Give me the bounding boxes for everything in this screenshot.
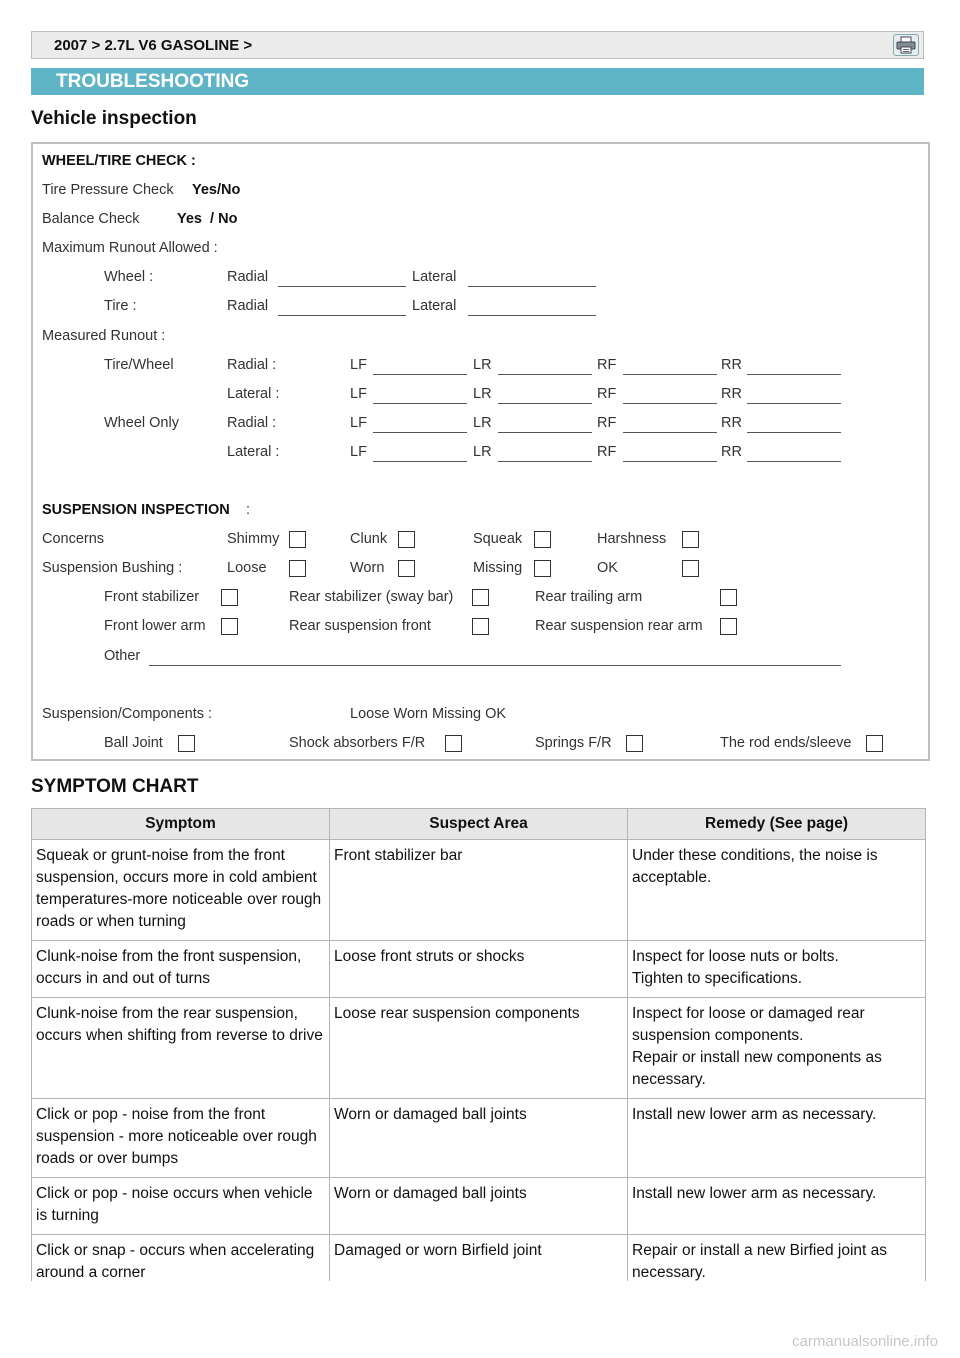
table-row	[32, 998, 926, 1099]
front-stabilizer-label: Front stabilizer	[104, 589, 200, 605]
squeak-checkbox	[534, 531, 551, 548]
clunk-label: Clunk	[350, 531, 388, 547]
blank-line	[623, 374, 717, 375]
blank-line	[498, 432, 592, 433]
tw-lateral-label: Lateral :	[227, 386, 280, 402]
rear-susp-front-checkbox	[472, 618, 489, 635]
concerns-label: Concerns	[42, 531, 105, 547]
symptom-cell: Click or snap - occurs when accelerating around a corner	[32, 1235, 330, 1292]
measured-runout-label: Measured Runout :	[42, 328, 166, 344]
rear-trailing-arm-label: Rear trailing arm	[535, 589, 643, 605]
wo-radial-label: Radial :	[227, 415, 277, 431]
tw-radial-rr: RR	[721, 357, 742, 373]
other-blank	[149, 665, 841, 666]
blank-line	[747, 403, 841, 404]
print-button[interactable]	[893, 34, 919, 56]
wheel-lateral: Lateral	[412, 269, 457, 285]
tw-radial-label: Radial :	[227, 357, 277, 373]
symptom-cell: Clunk-noise from the rear suspension, occurs when shifting from reverse to drive	[32, 998, 330, 1099]
blank-line	[373, 461, 467, 462]
wheel-radial: Radial	[227, 269, 269, 285]
table-row	[32, 840, 926, 941]
balance-value: Yes / No	[177, 211, 238, 227]
worn-label: Worn	[350, 560, 385, 576]
front-stabilizer-checkbox	[221, 589, 238, 606]
tw-radial-rf: RF	[597, 357, 617, 373]
symptom-cell: Clunk-noise from the front suspension, occurs in and out of turns	[32, 941, 330, 998]
wheel-tire-heading: WHEEL/TIRE CHECK :	[42, 153, 196, 169]
tw-radial-lr: LR	[473, 357, 492, 373]
tw-radial-lf: LF	[350, 357, 367, 373]
remedy-cell: Install new lower arm as necessary.	[628, 1178, 926, 1235]
max-runout-label: Maximum Runout Allowed :	[42, 240, 218, 256]
symptom-chart-heading: SYMPTOM CHART	[31, 776, 199, 797]
wo-radial-lr: LR	[473, 415, 492, 431]
shock-absorbers-checkbox	[445, 735, 462, 752]
tire-pressure-label: Tire Pressure Check	[42, 182, 174, 198]
wheel-only-label: Wheel Only	[104, 415, 179, 431]
symptom-cell: Squeak or grunt-noise from the front suspension, occurs more in cold ambient temperatures-more noticeable over rough roads or when turning	[32, 840, 330, 941]
wo-lateral-rr: RR	[721, 444, 742, 460]
symptom-cell: Click or pop - noise from the front suspension - more noticeable over rough roads or over bumps	[32, 1099, 330, 1178]
tw-lateral-rf: RF	[597, 386, 617, 402]
breadcrumb[interactable]: 2007 > 2.7L V6 GASOLINE >	[54, 37, 253, 54]
ok-checkbox	[682, 560, 699, 577]
rear-susp-rear-arm-checkbox	[720, 618, 737, 635]
column-header-remedy: Remedy (See page)	[628, 809, 926, 840]
loose-label: Loose	[227, 560, 267, 576]
shock-absorbers-label: Shock absorbers F/R	[289, 735, 426, 751]
table-row	[32, 941, 926, 998]
table-row	[32, 1099, 926, 1178]
blank-line	[747, 461, 841, 462]
wo-lateral-rf: RF	[597, 444, 617, 460]
remedy-cell: Repair or install a new Birfied joint as necessary.	[628, 1235, 926, 1292]
blank-line	[373, 403, 467, 404]
table-row	[32, 1178, 926, 1235]
springs-label: Springs F/R	[535, 735, 612, 751]
wheel-radial-blank	[278, 286, 406, 287]
rear-susp-front-label: Rear suspension front	[289, 618, 431, 634]
rear-stabilizer-checkbox	[472, 589, 489, 606]
shimmy-checkbox	[289, 531, 306, 548]
inspection-heading: Vehicle inspection	[31, 108, 197, 129]
wo-radial-lf: LF	[350, 415, 367, 431]
tw-lateral-lr: LR	[473, 386, 492, 402]
blank-line	[623, 432, 717, 433]
remedy-cell: Under these conditions, the noise is acceptable.	[628, 840, 926, 941]
blank-line	[747, 432, 841, 433]
rod-ends-label: The rod ends/sleeve	[720, 735, 852, 751]
wheel-lateral-blank	[468, 286, 596, 287]
wo-radial-rr: RR	[721, 415, 742, 431]
suspect-area-cell: Worn or damaged ball joints	[330, 1178, 628, 1235]
front-lower-arm-checkbox	[221, 618, 238, 635]
symptom-cell: Click or pop - noise occurs when vehicle is turning	[32, 1178, 330, 1235]
suspension-colon: :	[246, 502, 251, 518]
clunk-checkbox	[398, 531, 415, 548]
shimmy-label: Shimmy	[227, 531, 280, 547]
components-label: Suspension/Components :	[42, 706, 213, 722]
remedy-cell: Install new lower arm as necessary.	[628, 1099, 926, 1178]
wheel-label: Wheel :	[104, 269, 154, 285]
worn-checkbox	[398, 560, 415, 577]
harshness-label: Harshness	[597, 531, 667, 547]
section-title-bar	[31, 68, 924, 95]
ball-joint-label: Ball Joint	[104, 735, 163, 751]
loose-checkbox	[289, 560, 306, 577]
ball-joint-checkbox	[178, 735, 195, 752]
ok-label: OK	[597, 560, 618, 576]
rear-trailing-arm-checkbox	[720, 589, 737, 606]
balance-label: Balance Check	[42, 211, 140, 227]
column-header-symptom: Symptom	[32, 809, 330, 840]
blank-line	[373, 432, 467, 433]
tw-lateral-rr: RR	[721, 386, 742, 402]
tire-radial-blank	[278, 315, 406, 316]
rod-ends-checkbox	[866, 735, 883, 752]
footer-watermark: carmanualsonline.info	[792, 1333, 938, 1350]
tw-lateral-lf: LF	[350, 386, 367, 402]
tire-label: Tire :	[104, 298, 137, 314]
front-lower-arm-label: Front lower arm	[104, 618, 206, 634]
remedy-cell: Inspect for loose nuts or bolts. Tighten to specifications.	[628, 941, 926, 998]
table-header-row	[32, 809, 926, 840]
blank-line	[498, 403, 592, 404]
suspect-area-cell: Damaged or worn Birfield joint	[330, 1235, 628, 1292]
wo-radial-rf: RF	[597, 415, 617, 431]
blank-line	[623, 461, 717, 462]
squeak-label: Squeak	[473, 531, 523, 547]
springs-checkbox	[626, 735, 643, 752]
blank-line	[747, 374, 841, 375]
suspect-area-cell: Loose front struts or shocks	[330, 941, 628, 998]
rear-stabilizer-label: Rear stabilizer (sway bar)	[289, 589, 454, 605]
blank-line	[498, 374, 592, 375]
blank-line	[498, 461, 592, 462]
wo-lateral-label: Lateral :	[227, 444, 280, 460]
column-header-suspect-area: Suspect Area	[330, 809, 628, 840]
tire-radial: Radial	[227, 298, 269, 314]
symptom-table	[31, 808, 926, 1292]
bushing-label: Suspension Bushing :	[42, 560, 183, 576]
suspension-heading: SUSPENSION INSPECTION	[42, 502, 230, 518]
missing-label: Missing	[473, 560, 523, 576]
wo-lateral-lf: LF	[350, 444, 367, 460]
harshness-checkbox	[682, 531, 699, 548]
blank-line	[373, 374, 467, 375]
suspect-area-cell: Front stabilizer bar	[330, 840, 628, 941]
blank-line	[623, 403, 717, 404]
breadcrumb-bar	[31, 31, 924, 59]
wo-lateral-lr: LR	[473, 444, 492, 460]
tire-wheel-label: Tire/Wheel	[104, 357, 174, 373]
suspect-area-cell: Loose rear suspension components	[330, 998, 628, 1099]
remedy-cell: Inspect for loose or damaged rear suspension components. Repair or install new components as necessary.	[628, 998, 926, 1099]
tire-lateral: Lateral	[412, 298, 457, 314]
tire-pressure-value: Yes/No	[192, 182, 241, 198]
other-label: Other	[104, 648, 141, 664]
components-cols: Loose Worn Missing OK	[350, 706, 507, 722]
suspect-area-cell: Worn or damaged ball joints	[330, 1099, 628, 1178]
inspection-form-image	[31, 142, 930, 761]
missing-checkbox	[534, 560, 551, 577]
section-title: TROUBLESHOOTING	[56, 71, 250, 92]
tire-lateral-blank	[468, 315, 596, 316]
printer-icon	[894, 35, 918, 55]
rear-susp-rear-arm-label: Rear suspension rear arm	[535, 618, 703, 634]
